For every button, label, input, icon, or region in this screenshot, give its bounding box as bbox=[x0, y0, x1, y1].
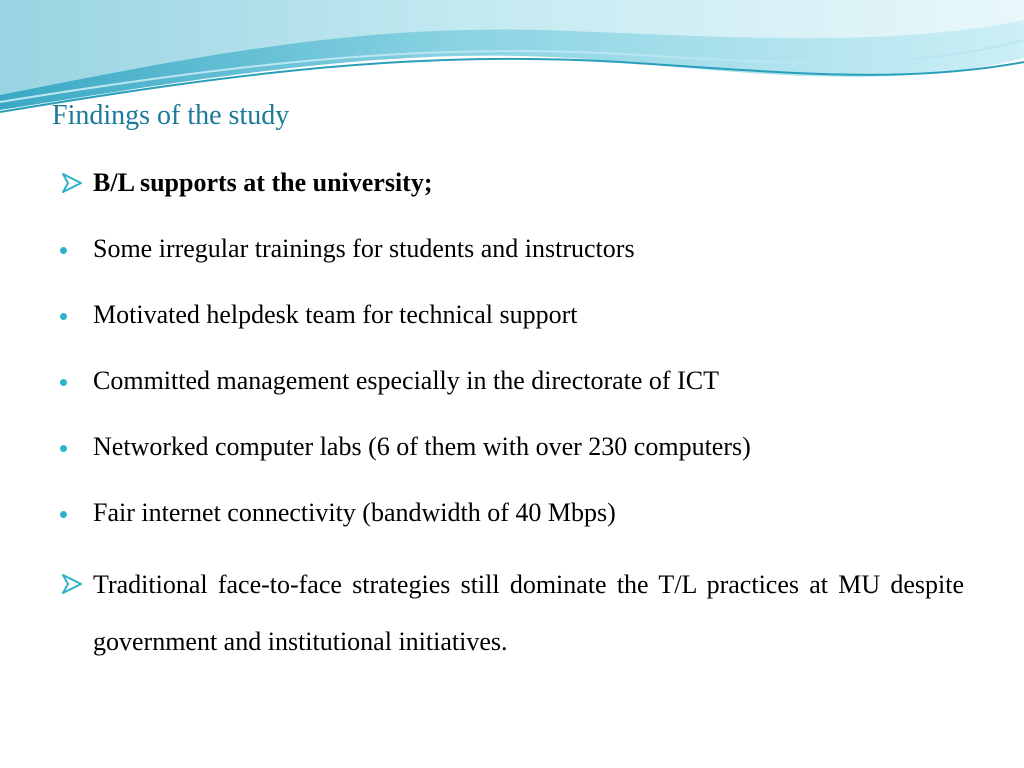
slide-title: Findings of the study bbox=[52, 100, 290, 131]
list-item bbox=[60, 556, 964, 670]
bullet-dot-icon bbox=[60, 292, 88, 337]
bullet-dot-icon bbox=[60, 358, 88, 403]
list-item bbox=[60, 424, 964, 469]
list-item bbox=[60, 490, 964, 535]
arrow-bullet-icon bbox=[60, 573, 84, 595]
arrow-bullet-icon bbox=[60, 172, 84, 194]
bullet-dot-icon bbox=[60, 424, 88, 469]
list-item bbox=[60, 226, 964, 271]
bullet-dot-icon bbox=[60, 226, 88, 271]
list-item-text: Fair internet connectivity (bandwidth of 40 Mbps) bbox=[93, 498, 616, 527]
list-item-text: Some irregular trainings for students and instructors bbox=[93, 234, 635, 263]
list-item bbox=[60, 292, 964, 337]
list-item-text: Traditional face-to-face strategies still dominate the T/L practices at MU despite government and institutional initiatives. bbox=[93, 570, 964, 656]
list-item-text: B/L supports at the university; bbox=[93, 168, 433, 197]
list-item bbox=[60, 358, 964, 403]
list-item bbox=[60, 160, 964, 205]
findings-list bbox=[60, 160, 964, 691]
bullet-dot-icon bbox=[60, 490, 88, 535]
list-item-text: Committed management especially in the directorate of ICT bbox=[93, 366, 719, 395]
list-item-text: Motivated helpdesk team for technical support bbox=[93, 300, 578, 329]
list-item-text: Networked computer labs (6 of them with over 230 computers) bbox=[93, 432, 751, 461]
